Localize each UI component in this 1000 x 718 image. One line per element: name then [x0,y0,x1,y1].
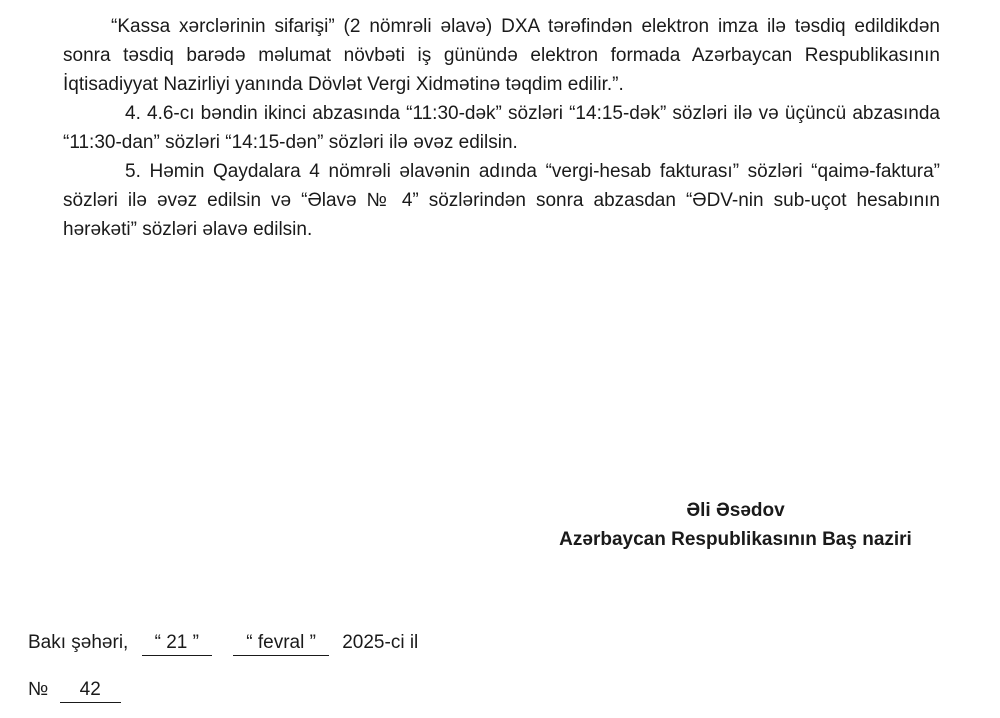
paragraph: “Kassa xərclərinin sifarişi” (2 nömrəli əlavə) DXA tərəfindən elektron imza ilə təsdiq edildikdən sonra təsdiq barədə məlumat növbəti iş günündə elektron formada Azərbaycan Respublikasının İqtisadiyyat Nazirliyi yanında Dövlət Vergi Xidmətinə təqdim edilir.”. [63,16,940,95]
number-line [28,675,968,704]
date-line [28,628,968,657]
month-blank: “ fevral ” [233,631,329,656]
signature-name: Əli Əsədov [686,500,785,521]
paragraph: 5. Həmin Qaydalara 4 nömrəli əlavənin adında “vergi-hesab fakturası” sözləri “qaimə-faktura” sözləri ilə əvəz edilsin və “Əlavə № 4” sözlərindən sonra abzasdan “ƏDV-nin sub-uçot hesabının hərəkəti” sözləri əlavə edilsin. [63,161,940,240]
year-text: 2025-ci il [342,632,419,653]
signature-block [483,496,988,554]
number-blank: 42 [60,678,121,703]
number-label: № [28,679,49,700]
city-label: Bakı şəhəri, [28,632,129,653]
document-footer [28,628,968,718]
signature-title: Azərbaycan Respublikasının Baş naziri [559,529,912,550]
day-blank: “ 21 ” [142,631,212,656]
paragraph: 4. 4.6-cı bəndin ikinci abzasında “11:30-dək” sözləri “14:15-dək” sözləri ilə və üçüncü abzasında “11:30-dan” sözləri “14:15-dən” sözləri ilə əvəz edilsin. [63,103,940,153]
